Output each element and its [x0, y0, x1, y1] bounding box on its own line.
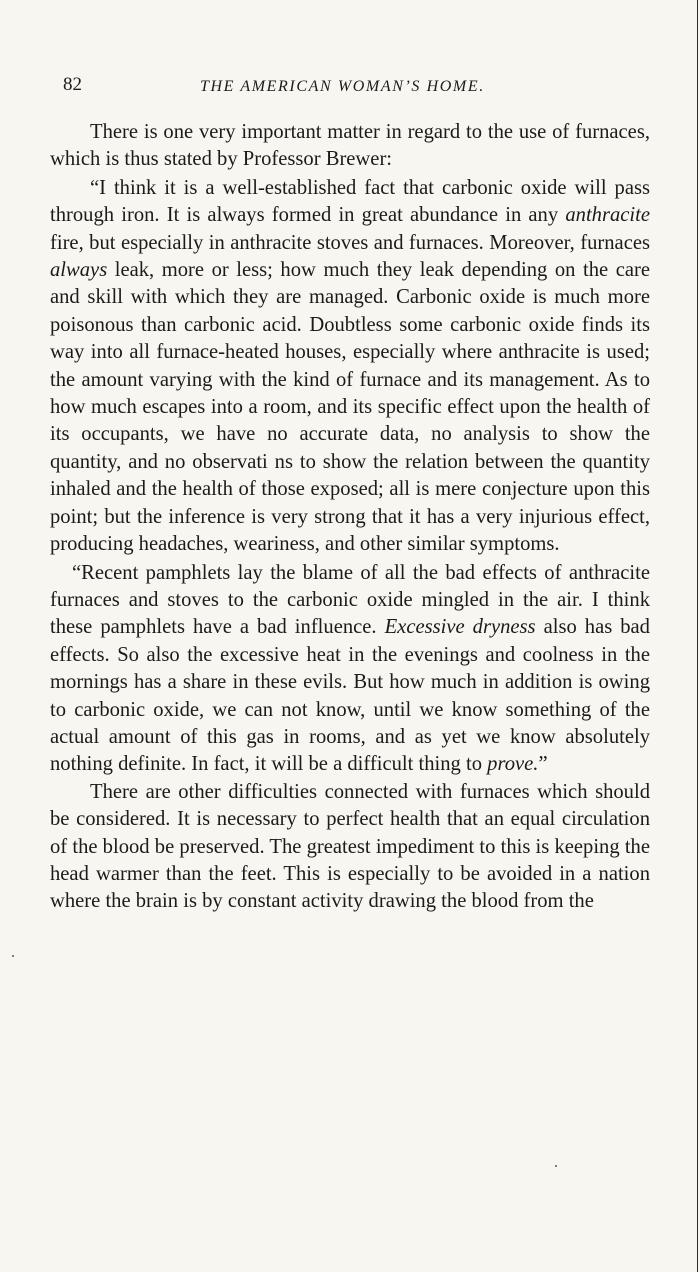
page-number: 82 [63, 74, 82, 95]
paragraph-quote-2 [50, 560, 650, 779]
paragraph-furnaces [50, 779, 650, 916]
text-segment-italic: prove. [487, 753, 539, 776]
text-segment: “Recent pamphlets lay the blame of all the bad effects of anthracite furnaces and stoves to the carbonic oxide mingled in the air. I think these pamphlets have a bad influence. [50, 561, 650, 639]
body-text [50, 119, 650, 916]
text-segment: fire, but especially in anthracite stoves and furnaces. Moreover, furnaces [50, 231, 650, 254]
paragraph-quote-1 [50, 175, 650, 559]
page-edge-line [697, 0, 698, 1272]
text-segment: ” [538, 753, 548, 776]
text-segment: There is one very important matter in regard to the use of furnaces, which is thus stated by Professor Brewer: [50, 121, 650, 171]
ink-speck [12, 955, 14, 957]
text-segment-italic: always [50, 259, 108, 282]
running-title: THE AMERICAN WOMAN’S HOME. [200, 78, 485, 95]
text-segment: There are other difficulties connected with furnaces which should be considered. It is necessary to perfect health that an equal circulation of the blood be preserved. The greatest impediment to this is keeping the head warmer than the feet. This is especially to be avoided in a nation where the brain is by constant activity drawing the blood from the [50, 780, 650, 913]
paragraph-intro [50, 119, 650, 174]
text-segment: “I think it is a well-established fact that carbonic oxide will pass through iron. It is always formed in great abundance in any [50, 176, 650, 227]
text-segment-italic: Excessive dryness [384, 616, 536, 639]
text-segment: leak, more or less; how much they leak depending on the care and skill with which they are managed. Carbonic oxide is much more poisonous than carbonic acid. Doubtless some carbonic oxide finds its way into all furnace-heated houses, especially where anthracite is used; the amount varying with the kind of furnace and its management. As to how much escapes into a room, and its specific effect upon the health of its occupants, we have no accurate data, no analysis to show the quantity, and no observati ns to show the relation between the quantity inhaled and the health of those exposed; all is mere conjecture upon this point; but the inference is very strong that it has a very injurious effect, producing headaches, weariness, and other similar symptoms. [50, 259, 650, 556]
ink-speck [555, 1165, 557, 1167]
page-header [63, 74, 652, 104]
text-segment-italic: anthracite [565, 204, 650, 227]
text-segment: also has bad effects. So also the excessive heat in the evenings and coolness in the mornings has a share in these evils. But how much in addition is owing to carbonic oxide, we can not know, until we know something of the actual amount of this gas in rooms, and as yet we know absolutely nothing definite. In fact, it will be a difficult thing to [50, 616, 650, 776]
